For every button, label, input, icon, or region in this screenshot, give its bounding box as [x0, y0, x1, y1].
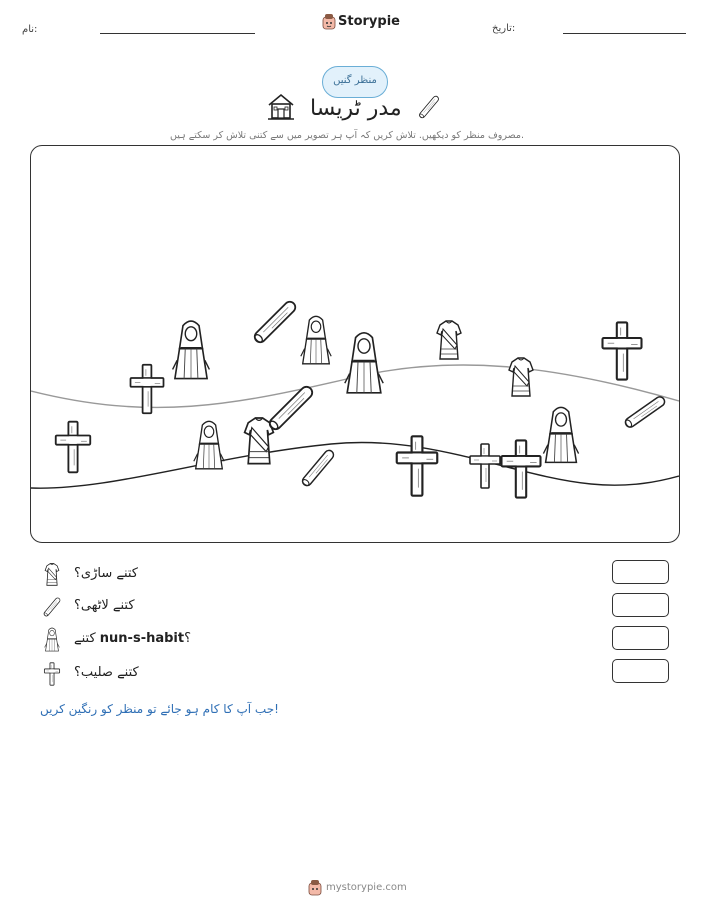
nun-icon	[40, 627, 64, 653]
nun-icon	[194, 421, 224, 469]
stick-icon	[252, 299, 297, 344]
page-title: مدر ٹریسا	[310, 96, 402, 121]
saree-icon	[509, 358, 533, 396]
brand-name: Storypie	[338, 14, 400, 29]
storypie-mascot-icon	[322, 14, 336, 30]
cross-icon	[131, 365, 164, 413]
answer-box-saree[interactable]	[612, 560, 669, 584]
saree-icon	[40, 562, 64, 588]
answer-box-cross[interactable]	[612, 659, 669, 683]
stick-icon	[40, 594, 64, 620]
hill-line-front	[31, 442, 679, 488]
name-label: نام:	[22, 24, 38, 35]
instructions: مصروف منظر کو دیکھیں. تلاش کریں کہ آپ ہر تصویر میں سے کتنی تلاش کر سکتے ہیں.	[170, 130, 524, 141]
scene-panel	[30, 145, 680, 543]
scene-drawing	[31, 146, 679, 542]
coloring-note: جب آپ کا کام ہو جائے تو منظر کو رنگین کریں!	[40, 702, 279, 716]
question-text: کتنے صلیب؟	[74, 665, 139, 680]
cross-icon	[603, 322, 642, 379]
nun-icon	[543, 407, 578, 462]
cross-icon	[502, 440, 541, 497]
date-label: تاریخ:	[492, 23, 516, 34]
cross-icon	[470, 444, 500, 488]
house-icon	[266, 93, 296, 121]
saree-icon	[437, 321, 461, 359]
brand-logo	[322, 13, 400, 33]
stick-icon	[301, 449, 336, 488]
name-line[interactable]	[100, 33, 255, 34]
nun-icon	[345, 333, 383, 393]
storypie-mascot-icon	[308, 880, 322, 896]
nun-icon	[173, 321, 210, 379]
cross-icon	[40, 661, 64, 687]
question-bold-term: nun-s-habit	[99, 631, 185, 646]
cross-icon	[56, 422, 91, 473]
activity-badge: منظر گنیں	[322, 66, 388, 98]
question-text: ؟nun-s-habit کتنے	[74, 631, 191, 646]
site-url[interactable]: mystorypie.com	[326, 882, 407, 893]
stick-icon	[624, 395, 667, 429]
date-line[interactable]	[563, 33, 686, 34]
nun-icon	[301, 316, 331, 364]
stick-icon	[416, 92, 442, 122]
question-text: کتنے لاٹھی؟	[74, 598, 135, 613]
question-text: کتنے ساڑی؟	[74, 566, 138, 581]
answer-box-nun[interactable]	[612, 626, 669, 650]
answer-box-stick[interactable]	[612, 593, 669, 617]
